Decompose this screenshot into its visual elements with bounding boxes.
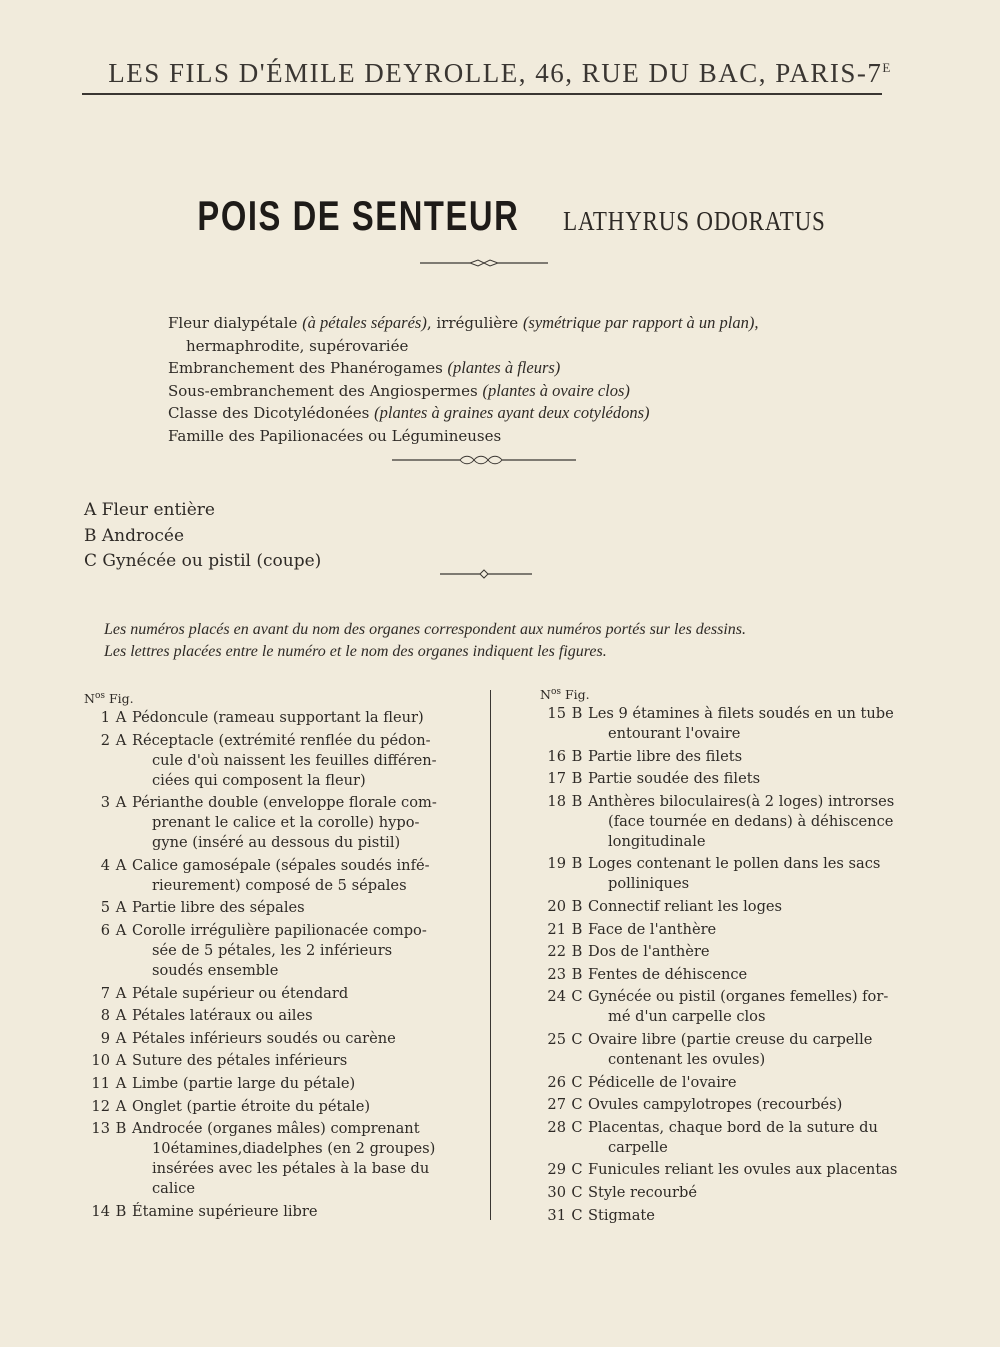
entry-figure-letter: B	[571, 705, 583, 722]
entry-line: Stigmate	[588, 1206, 655, 1224]
legend-entry	[540, 854, 900, 894]
classification-text: Classe des Dicotylédonées	[168, 404, 375, 422]
entry-number: 27	[547, 1096, 566, 1114]
entry-number: 9	[100, 1029, 110, 1047]
classification-gloss: (symétrique par rapport à un plan),	[522, 313, 759, 332]
figure-b: B Androcée	[84, 525, 185, 546]
legend-entry	[84, 1097, 444, 1117]
entry-line: contenant les ovules)	[608, 1050, 766, 1068]
entry-figure-letter: A	[115, 794, 127, 812]
column-header: $N^{os}$ Fig.	[84, 691, 134, 707]
entry-line: Loges contenant le pollen dans les sacs	[588, 855, 881, 873]
entry-line: Onglet (partie étroite du pétale)	[132, 1097, 371, 1115]
entry-description	[132, 898, 444, 918]
header-superscript: E	[882, 60, 892, 75]
entry-description	[132, 1119, 444, 1199]
entry-description	[588, 1095, 900, 1115]
entry-figure-letter: B	[571, 920, 583, 938]
entry-line: Fentes de déhiscence	[588, 965, 748, 983]
entry-description	[132, 1029, 444, 1049]
entry-number: 26	[547, 1073, 566, 1091]
entry-description	[588, 1073, 900, 1093]
entry-number: 31	[547, 1206, 566, 1224]
entry-line: Étamine supérieure libre	[132, 1202, 318, 1220]
entry-line: Réceptacle (extrémité renflée du pédon-	[132, 731, 431, 749]
entry-line: Suture des pétales inférieurs	[132, 1052, 348, 1070]
classification-gloss: (plantes à fleurs)	[447, 358, 561, 377]
entry-figure-letter: C	[571, 1118, 583, 1136]
entry-figure-letter: B	[571, 792, 583, 810]
classification-text: hermaphrodite, supérovariée	[186, 336, 409, 355]
legend-entry	[540, 1118, 900, 1158]
legend-entry	[84, 856, 444, 896]
legend-entry	[540, 1030, 900, 1070]
classification-text: Fleur dialypétale	[168, 314, 303, 332]
entry-description	[588, 897, 900, 917]
header-text: LES FILS D'ÉMILE DEYROLLE, 46, RUE DU BAC, PARIS-7	[108, 58, 883, 88]
classification-text: Embranchement des Phanérogames	[168, 359, 448, 377]
entry-number: 15	[547, 705, 566, 722]
entry-figure-letter: C	[571, 1030, 583, 1048]
figure-a: A Fleur entière	[84, 500, 215, 520]
entry-line: gyne (inséré au dessous du pistil)	[152, 834, 401, 852]
entry-number: 24	[547, 988, 566, 1006]
entry-line: Style recourbé	[588, 1183, 697, 1201]
entry-description	[588, 942, 900, 962]
entry-figure-letter: A	[115, 1007, 127, 1025]
entry-line: insérées avec les pétales à la base du	[152, 1160, 430, 1178]
ornament-divider-2	[392, 453, 576, 467]
entry-line: mé d'un carpelle clos	[608, 1008, 766, 1026]
entry-line: Pétale supérieur ou étendard	[132, 984, 349, 1002]
entry-figure-letter: C	[571, 1183, 583, 1201]
entry-description	[132, 708, 444, 728]
entry-number: 3	[100, 794, 110, 812]
entry-line: Pétales inférieurs soudés ou carène	[132, 1029, 396, 1047]
entry-line: Ovaire libre (partie creuse du carpelle	[588, 1030, 873, 1048]
entry-description	[588, 1183, 900, 1203]
page-header	[0, 58, 1000, 89]
entry-number: 19	[547, 855, 566, 873]
entry-line: polliniques	[608, 875, 690, 893]
page-title	[0, 192, 1000, 240]
legend-entry	[84, 1119, 444, 1199]
title-main: POIS DE SENTEUR	[197, 192, 520, 239]
entries-right	[540, 704, 900, 1226]
legend-entry	[84, 708, 444, 728]
entry-number: 29	[547, 1161, 566, 1179]
entry-figure-letter: B	[571, 770, 583, 788]
entry-number: 2	[100, 731, 110, 749]
legend-entry	[540, 942, 900, 962]
entry-line: Face de l'anthère	[588, 920, 717, 938]
legend-entry	[540, 704, 900, 744]
entry-number: 10	[91, 1052, 110, 1070]
entry-figure-letter: A	[115, 984, 127, 1002]
entry-number: 22	[547, 943, 566, 961]
entry-number: 4	[100, 856, 110, 874]
entry-description	[132, 1202, 444, 1222]
classification-gloss: (plantes à graines ayant deux cotylédons)	[374, 403, 650, 422]
entry-number: 21	[547, 920, 566, 938]
entry-description	[132, 731, 444, 791]
classification-text: Famille des Papilionacées ou Légumineuses	[168, 426, 502, 445]
legend-entry	[540, 769, 900, 789]
legend-entry	[84, 898, 444, 918]
entry-line: Dos de l'anthère	[588, 943, 710, 961]
ornament-divider-3	[440, 567, 532, 581]
entry-description	[132, 1074, 444, 1094]
entry-line: prenant le calice et la corolle) hypo-	[152, 814, 420, 832]
legend-entry	[84, 1006, 444, 1026]
column-divider	[490, 690, 491, 1220]
entries-left	[84, 708, 444, 1222]
legend-entry	[540, 1160, 900, 1180]
entry-number: 17	[547, 770, 566, 788]
entry-line: Pétales latéraux ou ailes	[132, 1007, 313, 1025]
figure-c: C Gynécée ou pistil (coupe)	[84, 551, 322, 571]
classification-line	[168, 425, 759, 448]
entry-line: carpelle	[608, 1138, 668, 1156]
entry-description	[588, 965, 900, 985]
entry-figure-letter: A	[115, 731, 127, 749]
entry-description	[588, 769, 900, 789]
legend-entry	[540, 987, 900, 1027]
entry-line: calice	[152, 1180, 196, 1198]
legend-entry	[540, 1206, 900, 1226]
entry-figure-letter: C	[571, 988, 583, 1006]
entry-number: 14	[91, 1202, 110, 1220]
title-latin: LATHYRUS ODORATUS	[562, 206, 826, 236]
note-line-1: Les numéros placés en avant du nom des organes correspondent aux numéros portés sur les dessins.	[104, 621, 747, 638]
entry-line: Partie libre des filets	[588, 747, 743, 765]
entry-figure-letter: A	[115, 899, 127, 917]
entry-line: Corolle irrégulière papilionacée compo-	[132, 921, 427, 939]
entry-line: Connectif reliant les loges	[588, 897, 783, 915]
entry-line: soudés ensemble	[152, 961, 279, 979]
classification-line	[168, 312, 759, 335]
legend-column-left	[84, 686, 444, 1224]
entry-line: longitudinale	[608, 832, 706, 850]
legend-column-right	[540, 682, 900, 1228]
legend-entry	[540, 792, 900, 852]
entry-description	[588, 1160, 900, 1180]
entry-number: 6	[100, 921, 110, 939]
entry-line: Anthères biloculaires(à 2 loges) introrses	[588, 792, 895, 810]
entry-figure-letter: A	[115, 709, 127, 726]
entry-description	[588, 704, 900, 744]
entry-number: 13	[91, 1120, 110, 1138]
entry-number: 28	[547, 1118, 566, 1136]
entry-figure-letter: A	[115, 1029, 127, 1047]
entry-figure-letter: B	[115, 1202, 127, 1220]
entry-number: 23	[547, 965, 566, 983]
entry-line: rieurement) composé de 5 sépales	[152, 876, 407, 894]
entry-description	[132, 921, 444, 981]
legend-entry	[84, 984, 444, 1004]
entry-description	[588, 747, 900, 767]
entry-number: 16	[547, 747, 566, 765]
classification-gloss: (à pétales séparés)	[302, 313, 427, 332]
legend-entry	[84, 1029, 444, 1049]
entry-figure-letter: A	[115, 921, 127, 939]
classification-gloss: (plantes à ovaire clos)	[482, 380, 630, 400]
legend-entry	[540, 897, 900, 917]
entry-number: 30	[547, 1183, 566, 1201]
legend-entry	[540, 747, 900, 767]
entry-description	[588, 987, 900, 1027]
entry-figure-letter: A	[115, 1074, 127, 1092]
entry-number: 8	[100, 1007, 110, 1025]
header-rule	[82, 93, 882, 95]
entry-figure-letter: C	[571, 1073, 583, 1091]
entry-line: entourant l'ovaire	[608, 725, 741, 742]
entry-line: sée de 5 pétales, les 2 inférieurs	[152, 941, 393, 959]
entry-line: Périanthe double (enveloppe florale com-	[132, 794, 437, 812]
classification-line	[168, 335, 759, 358]
ornament-divider-1	[420, 256, 548, 270]
entry-description	[132, 1097, 444, 1117]
entry-line: cule d'où naissent les feuilles différen-	[152, 751, 437, 769]
figure-legend	[84, 498, 321, 575]
entry-number: 20	[547, 897, 566, 915]
entry-description	[588, 1030, 900, 1070]
legend-entry	[540, 920, 900, 940]
entry-line: Partie soudée des filets	[588, 770, 761, 788]
legend-entry	[84, 1202, 444, 1222]
classification-block	[168, 312, 759, 447]
entry-figure-letter: A	[115, 856, 127, 874]
entry-number: 18	[547, 792, 566, 810]
entry-description	[588, 854, 900, 894]
entry-figure-letter: A	[115, 1097, 127, 1115]
legend-entry	[540, 965, 900, 985]
entry-figure-letter: B	[571, 747, 583, 765]
entry-figure-letter: C	[571, 1206, 583, 1224]
entry-figure-letter: C	[571, 1096, 583, 1114]
entry-line: Pédoncule (rameau supportant la fleur)	[132, 709, 424, 726]
classification-line	[168, 380, 759, 403]
entry-line: Ovules campylotropes (recourbés)	[588, 1096, 843, 1114]
legend-entry	[84, 731, 444, 791]
legend-entry	[84, 793, 444, 853]
entry-description	[132, 793, 444, 853]
entry-number: 25	[547, 1030, 566, 1048]
entry-number: 12	[91, 1097, 110, 1115]
note-line-2: Les lettres placées entre le numéro et le nom des organes indiquent les figures.	[104, 643, 607, 660]
entry-line: Placentas, chaque bord de la suture du	[588, 1118, 878, 1136]
entry-description	[588, 920, 900, 940]
classification-line	[168, 357, 759, 380]
column-header: $N^{os}$ Fig.	[540, 687, 590, 703]
entry-number: 1	[100, 709, 110, 726]
entry-line: Pédicelle de l'ovaire	[588, 1073, 737, 1091]
entry-line: Calice gamosépale (sépales soudés infé-	[132, 856, 430, 874]
legend-entry	[540, 1095, 900, 1115]
legend-entry	[540, 1183, 900, 1203]
entry-description	[588, 1206, 900, 1226]
classification-text: , irrégulière	[426, 314, 523, 332]
entry-line: Limbe (partie large du pétale)	[132, 1074, 356, 1092]
entry-line: Les 9 étamines à filets soudés en un tube	[588, 705, 894, 722]
entry-number: 5	[100, 899, 110, 917]
entry-description	[132, 1051, 444, 1071]
reading-note	[104, 619, 746, 663]
entry-line: Androcée (organes mâles) comprenant	[132, 1120, 420, 1138]
entry-line: (face tournée en dedans) à déhiscence	[608, 812, 894, 830]
entry-line: Funicules reliant les ovules aux placentas	[588, 1161, 898, 1179]
legend-entry	[84, 1074, 444, 1094]
entry-description	[132, 984, 444, 1004]
entry-number: 7	[100, 984, 110, 1002]
entry-figure-letter: B	[571, 943, 583, 961]
entry-description	[588, 792, 900, 852]
entry-description	[132, 856, 444, 896]
entry-figure-letter: A	[115, 1052, 127, 1070]
entry-line: ciées qui composent la fleur)	[152, 771, 366, 789]
legend-entry	[84, 921, 444, 981]
entry-number: 11	[91, 1074, 110, 1092]
entry-line: Partie libre des sépales	[132, 899, 305, 917]
entry-figure-letter: B	[115, 1120, 127, 1138]
classification-text: Sous-embranchement des Angiospermes	[168, 381, 483, 400]
entry-figure-letter: B	[571, 965, 583, 983]
entry-line: Gynécée ou pistil (organes femelles) for-	[588, 988, 889, 1006]
entry-figure-letter: B	[571, 855, 583, 873]
legend-entry	[540, 1073, 900, 1093]
entry-figure-letter: C	[571, 1161, 583, 1179]
entry-line: 10étamines,diadelphes (en 2 groupes)	[152, 1140, 436, 1158]
entry-figure-letter: B	[571, 897, 583, 915]
entry-description	[588, 1118, 900, 1158]
entry-description	[132, 1006, 444, 1026]
classification-line	[168, 402, 759, 425]
legend-entry	[84, 1051, 444, 1071]
